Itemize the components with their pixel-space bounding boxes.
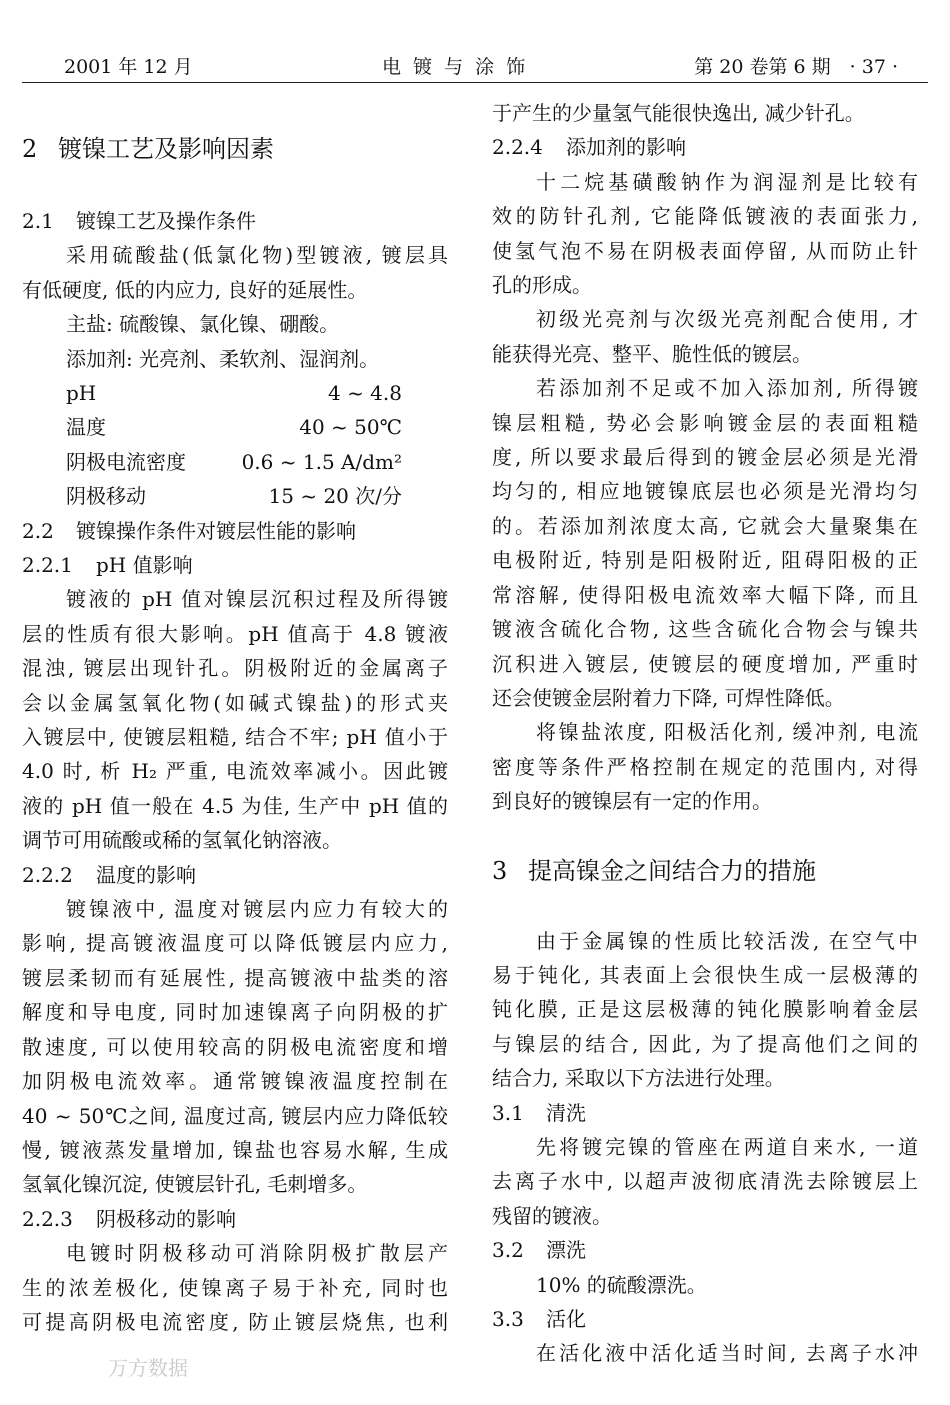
section-3-heading: 3 提高镍金之间结合力的措施 (492, 856, 816, 885)
param-row-cathode-movement: 阴极移动 15 ~ 20 次/分 (66, 484, 402, 509)
paragraph-line: 初级光亮剂与次级光亮剂配合使用, 才 (536, 307, 918, 332)
header-volume-page: 第 20 卷第 6 期 · 37 · (694, 56, 898, 78)
section-2-2-heading: 2.2 镀镍操作条件对镀层性能的影响 (22, 518, 356, 543)
paragraph-line: 影响, 提高镀液温度可以降低镀层内应力, (22, 931, 448, 956)
section-3-2-heading: 3.2 漂洗 (492, 1238, 586, 1263)
paragraph-line: 效的防针孔剂, 它能降低镀液的表面张力, (492, 204, 918, 229)
paragraph-line: 慢, 镀液蒸发量增加, 镍盐也容易水解, 生成 (22, 1137, 448, 1162)
paragraph-line: 混浊, 镀层出现针孔。阴极附近的金属离子 (22, 656, 448, 681)
section-2-2-3-heading: 2.2.3 阴极移动的影响 (22, 1206, 236, 1231)
main-salt-line: 主盐: 硫酸镍、氯化镍、硼酸。 (66, 312, 340, 337)
paragraph-line: 氢氧化镍沉淀, 使镀层针孔, 毛刺增多。 (22, 1172, 368, 1197)
header-date: 2001 年 12 月 (64, 56, 193, 78)
paragraph-line: 易于钝化, 其表面上会很快生成一层极薄的 (492, 962, 918, 987)
paragraph-line: 有低硬度, 低的内应力, 良好的延展性。 (22, 277, 368, 302)
paragraph-line: 与镍层的结合, 因此, 为了提高他们之间的 (492, 1031, 918, 1056)
watermark-text: 万方数据 (108, 1356, 188, 1380)
paragraph-line: 镍层粗糙, 势必会影响镀金层的表面粗糙 (492, 410, 918, 435)
paragraph-line: 镀镍液中, 温度对镀层内应力有较大的 (66, 897, 448, 922)
paragraph-line: 使氢气泡不易在阴极表面停留, 从而防止针 (492, 238, 918, 263)
paragraph-line: 密度等条件严格控制在规定的范围内, 对得 (492, 754, 918, 779)
paragraph-line: 孔的形成。 (492, 273, 592, 298)
paragraph-line: 将镍盐浓度, 阳极活化剂, 缓冲剂, 电流 (536, 720, 918, 745)
left-column (22, 96, 448, 1339)
paragraph-line: 10% 的硫酸漂洗。 (536, 1272, 707, 1297)
paragraph-line: 层的性质有很大影响。pH 值高于 4.8 镀液 (22, 621, 448, 646)
param-row-temperature: 温度 40 ~ 50℃ (66, 415, 402, 440)
section-2-1-heading: 2.1 镀镍工艺及操作条件 (22, 209, 256, 233)
running-header (22, 52, 928, 83)
paragraph-line: 若添加剂不足或不加入添加剂, 所得镀 (536, 376, 918, 401)
paragraph-line: 到良好的镀镍层有一定的作用。 (492, 789, 772, 814)
paragraph-line: 液的 pH 值一般在 4.5 为佳, 生产中 pH 值的 (22, 793, 448, 818)
paragraph-line: 能获得光亮、整平、脆性低的镀层。 (492, 341, 812, 366)
paragraph-line: 由于金属镍的性质比较活泼, 在空气中 (536, 928, 918, 953)
paragraph-line: 均匀的, 相应地镀镍底层也必须是光滑均匀 (492, 479, 918, 504)
param-row-ph: pH 4 ~ 4.8 (66, 381, 402, 406)
paragraph-line: 先将镀完镍的管座在两道自来水, 一道 (536, 1134, 918, 1159)
section-2-2-2-heading: 2.2.2 温度的影响 (22, 862, 196, 887)
paragraph-line: 入镀层中, 使镀层粗糙, 结合不牢; pH 值小于 (22, 725, 448, 750)
paragraph-line: 采用硫酸盐(低氯化物)型镀液, 镀层具 (66, 243, 448, 268)
section-3-3-heading: 3.3 活化 (492, 1307, 586, 1331)
section-2-heading: 2 镀镍工艺及影响因素 (22, 135, 274, 163)
paragraph-line: 还会使镀金层附着力下降, 可焊性降低。 (492, 685, 845, 710)
section-3-1-heading: 3.1 清洗 (492, 1100, 586, 1125)
paragraph-line: 生的浓差极化, 使镍离子易于补充, 同时也 (22, 1275, 448, 1300)
paragraph-line: 于产生的少量氢气能很快逸出, 减少针孔。 (492, 101, 865, 125)
paragraph-line: 钝化膜, 正是这层极薄的钝化膜影响着金层 (492, 997, 918, 1022)
paragraph-line: 40 ~ 50℃之间, 温度过高, 镀层内应力降低较 (22, 1103, 448, 1128)
paragraph-line: 散速度, 可以使用较高的阴极电流密度和增 (22, 1034, 448, 1059)
paragraph-line: 解度和导电度, 同时加速镍离子向阴极的扩 (22, 1000, 448, 1025)
paragraph-line: 可提高阴极电流密度, 防止镀层烧焦, 也利 (22, 1309, 448, 1334)
paragraph-line: 镀液的 pH 值对镍层沉积过程及所得镀 (66, 587, 448, 612)
section-2-2-1-heading: 2.2.1 pH 值影响 (22, 553, 193, 577)
paragraph-line: 调节可用硫酸或稀的氢氧化钠溶液。 (22, 828, 342, 853)
param-row-current-density: 阴极电流密度 0.6 ~ 1.5 A/dm² (66, 449, 402, 474)
paragraph-line: 会以金属氢氧化物(如碱式镍盐)的形式夹 (22, 690, 448, 715)
additives-line: 添加剂: 光亮剂、柔软剂、湿润剂。 (66, 346, 380, 371)
right-column (492, 96, 918, 1371)
paragraph-line: 十二烷基磺酸钠作为润湿剂是比较有 (536, 169, 918, 194)
header-journal-title: 电 镀 与 涂 饰 (382, 56, 529, 78)
paragraph-line: 去离子水中, 以超声波彻底清洗去除镀层上 (492, 1169, 918, 1194)
paragraph-line: 结合力, 采取以下方法进行处理。 (492, 1066, 785, 1091)
paragraph-line: 的。若添加剂浓度太高, 它就会大量聚集在 (492, 513, 918, 538)
paragraph-line: 电镀时阴极移动可消除阴极扩散层产 (66, 1241, 448, 1266)
section-2-2-4-heading: 2.2.4 添加剂的影响 (492, 135, 686, 160)
paragraph-line: 度, 所以要求最后得到的镀金层必须是光滑 (492, 445, 918, 470)
paragraph-line: 镀层柔韧而有延展性, 提高镀液中盐类的溶 (22, 965, 448, 990)
paragraph-line: 4.0 时, 析 H₂ 严重, 电流效率减小。因此镀 (22, 759, 448, 784)
paragraph-line: 沉积进入镀层, 使镀层的硬度增加, 严重时 (492, 651, 918, 676)
paragraph-line: 在活化液中活化适当时间, 去离子水冲 (536, 1341, 918, 1366)
paragraph-line: 常溶解, 使得阳极电流效率大幅下降, 而且 (492, 582, 918, 607)
paragraph-line: 电极附近, 特别是阳极附近, 阻碍阳极的正 (492, 548, 918, 573)
paragraph-line: 残留的镀液。 (492, 1203, 612, 1228)
paragraph-line: 加阴极电流效率。通常镀镍液温度控制在 (22, 1069, 448, 1094)
paragraph-line: 镀液含硫化合物, 这些含硫化合物会与镍共 (492, 617, 918, 642)
